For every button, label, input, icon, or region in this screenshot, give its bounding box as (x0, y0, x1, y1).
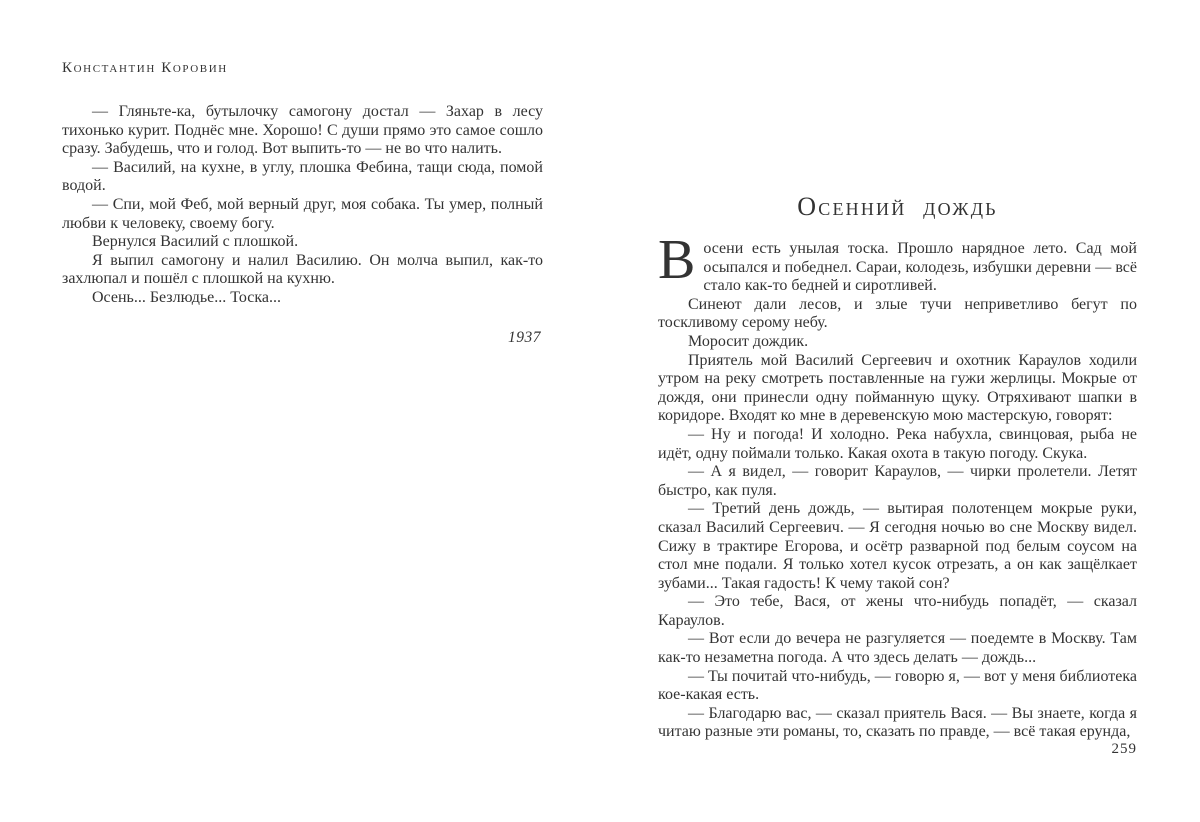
left-page-text (62, 103, 543, 347)
running-header-author: Константин Коровин (62, 60, 228, 76)
opening-paragraph (658, 229, 1137, 296)
body-paragraphs (658, 296, 1137, 742)
story-date: 1937 (508, 328, 541, 346)
paragraph: — Спи, мой Феб, мой верный друг, моя собака. Ты умер, полный любви к человеку, своему богу. (62, 195, 543, 232)
paragraph: — Вот если до вечера не разгуляется — поедемте в Москву. Там как-то незаметна погода. А что здесь делать — дождь... (658, 630, 1137, 667)
paragraph: Вернулся Василий с плошкой. (92, 233, 299, 251)
drop-cap-letter: В (658, 229, 696, 291)
paragraph: Моросит дождик. (688, 332, 809, 350)
chapter-title: Осенний дождь (797, 192, 998, 221)
page-number: 259 (1111, 741, 1137, 757)
paragraph: Синеют дали лесов, и злые тучи неприветливо бегут по тоскливому серому небу. (658, 295, 1137, 332)
paragraph: — Это тебе, Вася, от жены что-нибудь попадёт, — сказал Караулов. (658, 593, 1137, 629)
paragraph: — Гляньте-ка, бутылочку самогону достал — Захар в лесу тихонько курит. Поднёс мне. Хорошо! С души прямо это самое сошло сразу. Забудешь, что и голод. Вот выпить-то — не во что налить. (62, 103, 543, 158)
paragraph: — Василий, на кухне, в углу, плошка Фебина, тащи сюда, помой водой. (62, 158, 543, 195)
paragraph: — Ты почитай что-нибудь, — говорю я, — вот у меня библиотека кое-какая есть. (658, 667, 1137, 704)
right-page-text (658, 229, 1137, 742)
paragraph: Приятель мой Василий Сергеевич и охотник Караулов ходили утром на реку смотреть поставленные на гужи жерлицы. Мокрые от дождя, они принесли одну пойманную щуку. Отряхивают шапки в коридоре. Входят ко мне в деревенскую мою мастерскую, говорят: (658, 351, 1137, 425)
paragraph: Я выпил самогону и налил Василию. Он молча выпил, как-то захлюпал и пошёл с плошкой на кухню. (62, 251, 543, 288)
paragraph: — А я видел, — говорит Караулов, — чирки пролетели. Летят быстро, как пуля. (658, 463, 1137, 499)
paragraph: Осень... Безлюдье... Тоска... (92, 288, 281, 306)
paragraph: — Третий день дождь, — вытирая полотенцем мокрые руки, сказал Василий Сергеевич. — Я сегодня ночью во сне Москву видел. Сижу в трактире Егорова, и осётр разварной под белым соусом на стол мне подали. Я только хотел кусок отрезать, а он как защёлкает зубами... Такая гадость! К чему такой сон? (658, 500, 1137, 592)
opening-paragraph-text: осени есть унылая тоска. Прошло нарядное лето. Сад мой осыпался и победнел. Сараи, колодезь, избушки деревни — всё стало как-то бедней и сиротливей. (703, 240, 1137, 295)
paragraph: — Благодарю вас, — сказал приятель Вася. — Вы знаете, когда я читаю разные эти романы, то, сказать по правде, — всё такая ерунда, (658, 704, 1137, 741)
paragraph: — Ну и погода! И холодно. Река набухла, свинцовая, рыба не идёт, одну поймали только. Какая охота в такую погоду. Скука. (658, 425, 1137, 462)
